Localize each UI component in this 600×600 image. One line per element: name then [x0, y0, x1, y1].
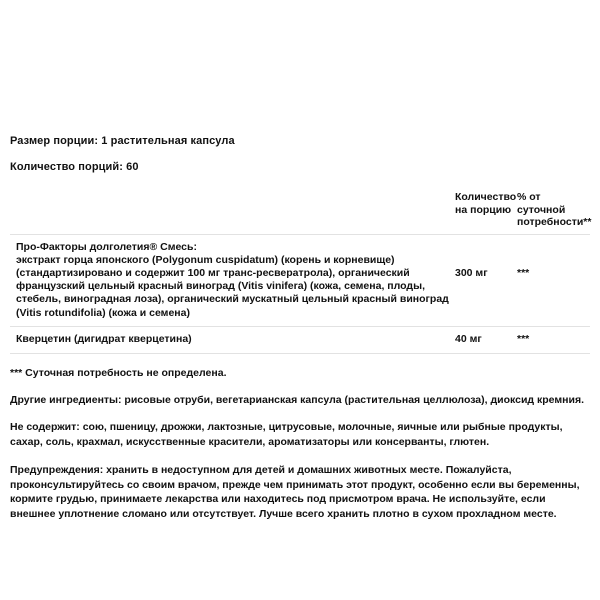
free-from-paragraph: Не содержит: сою, пшеницу, дрожжи, лактозные, цитрусовые, молочные, яичные или рыбные продукты, сахар, соль, крахмал, искусственные красители, ароматизаторы или консерванты, глютен. [10, 421, 563, 448]
ingredient-daily-value-cell [517, 326, 590, 353]
ingredient-daily-value: *** [517, 332, 530, 345]
header-amount-line2: на порцию [455, 203, 512, 216]
header-cell-name [10, 188, 455, 234]
table-row [10, 234, 590, 326]
supplement-facts-table [10, 188, 590, 354]
servings-per-container-line: Количество порций: 60 [10, 161, 139, 173]
header-cell-amount [455, 188, 517, 234]
top-spacer [10, 0, 590, 134]
header-daily-value-line2: потребности** [517, 216, 592, 228]
ingredient-amount-value: 300 мг [455, 266, 488, 279]
table-row [10, 326, 590, 353]
ingredient-blend-body: экстракт горца японского (Polygonum cuspidatum) (корень и корневище) (стандартизировано и содержит 100 мг транс-ресвератрола), органический французский цельный красный виноград (Vitis vinifera) (кожа, семена, плоды, стебель, виноградная лоза), органический мускатный цельный красный виноград (Vitis rotundifolia) (кожа и семена) [16, 253, 449, 319]
ingredient-amount-cell [455, 234, 517, 326]
ingredient-name-cell [10, 234, 455, 326]
ingredient-daily-value-cell [517, 234, 590, 326]
ingredient-daily-value: *** [517, 266, 530, 279]
ingredient-amount-cell [455, 326, 517, 353]
ingredient-blend-title: Про-Факторы долголетия® Смесь: [16, 240, 197, 253]
ingredient-amount-value: 40 мг [455, 332, 482, 345]
other-ingredients-paragraph: Другие ингредиенты: рисовые отруби, вегетарианская капсула (растительная целлюлоза), диоксид кремния. [10, 393, 584, 406]
warnings-paragraph: Предупреждения: хранить в недоступном для детей и домашних животных месте. Пожалуйста, проконсультируйтесь со своим врачом, прежде чем принимать этот продукт, особенно если вы беременны, кормите грудью, принимаете лекарства или находитесь под присмотром врача. Не используйте, если внешнее уплотнение сломано или отсутствует. Лучше всего хранить плотно в сухом прохладном месте. [10, 464, 580, 520]
header-cell-daily-value [517, 188, 590, 234]
ingredient-name-cell [10, 326, 455, 353]
header-amount-line1: Количество [455, 191, 517, 203]
header-daily-value-line1: % от суточной [517, 191, 566, 216]
table-header-row [10, 188, 590, 234]
ingredient-name: Кверцетин (дигидрат кверцетина) [16, 332, 192, 345]
daily-value-footnote: *** Суточная потребность не определена. [10, 366, 227, 379]
serving-size-line: Размер порции: 1 растительная капсула [10, 135, 235, 147]
